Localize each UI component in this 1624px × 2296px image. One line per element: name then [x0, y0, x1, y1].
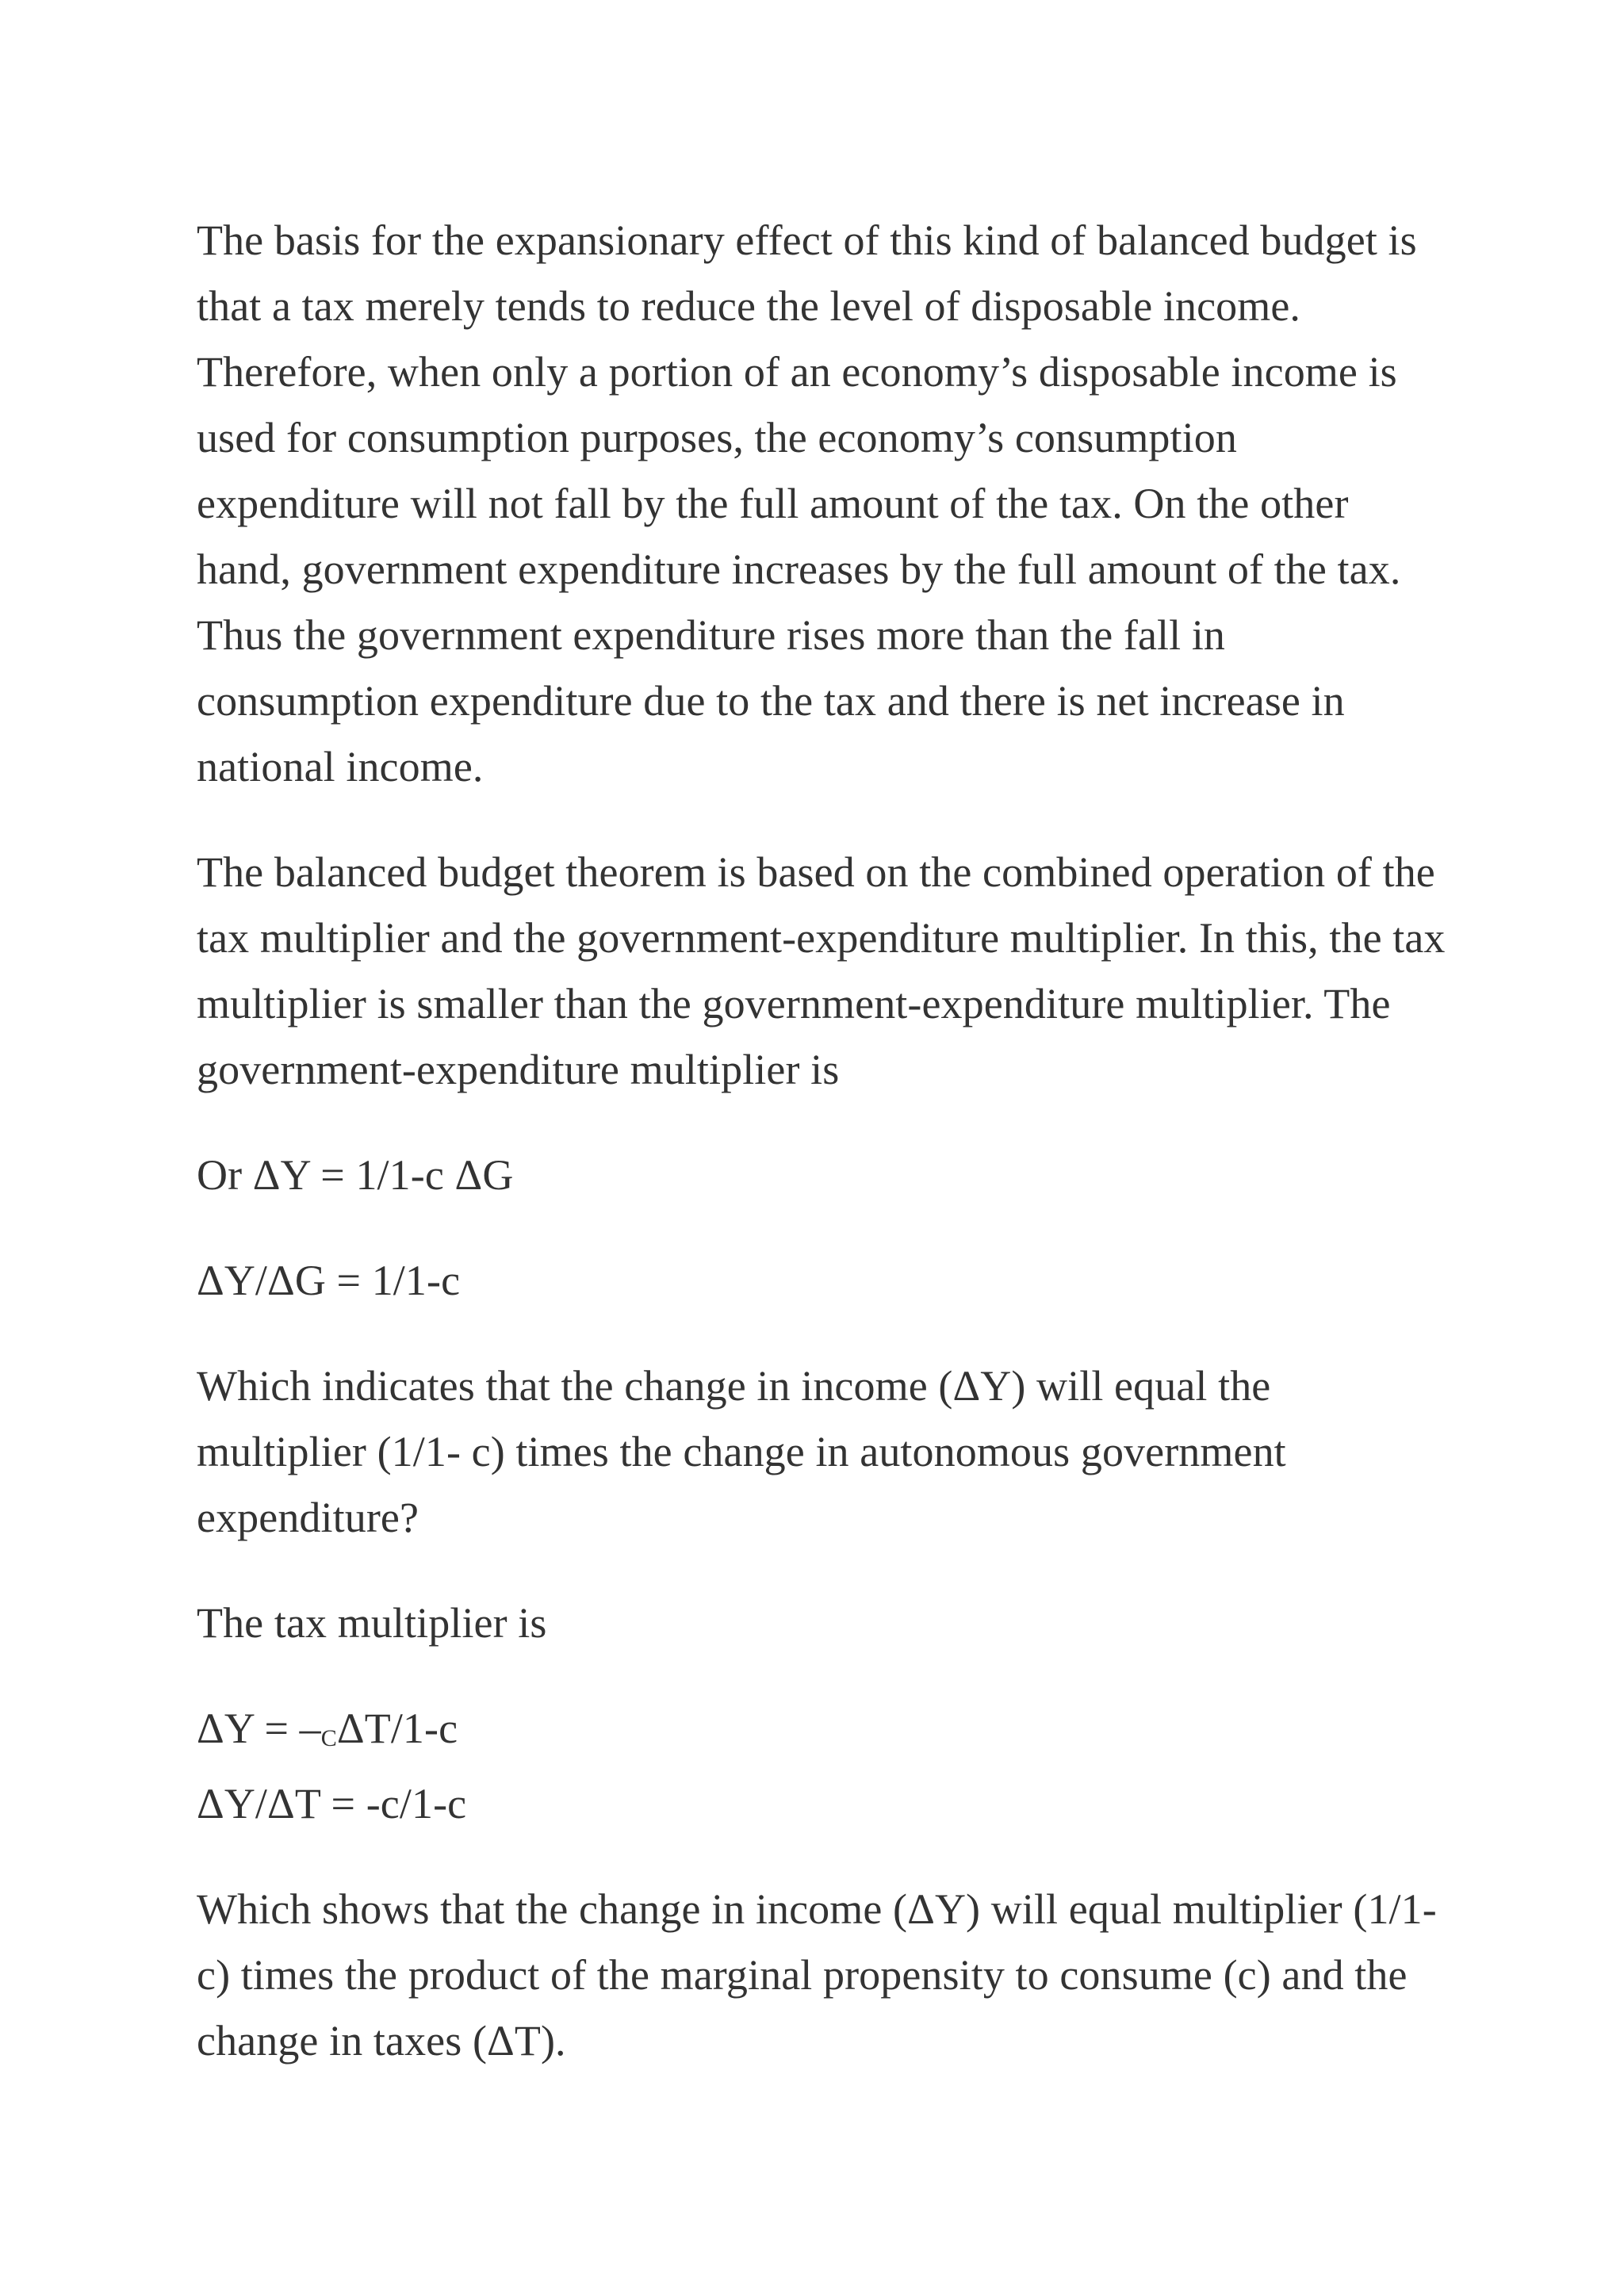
paragraph-tax-multiplier-intro: The tax multiplier is [197, 1599, 547, 1647]
formula-tax-multiplier: ΔY/ΔT = -c/1-c [197, 1780, 467, 1827]
formula-tax-change-small-c: C [320, 1725, 337, 1751]
formula-tax-change-prefix: ΔY = – [197, 1705, 321, 1752]
formula-tax-change [197, 1696, 1450, 1771]
formula-government-expenditure: Or ΔY = 1/1-c ΔG [197, 1151, 514, 1199]
paragraph-expansionary-effect: The basis for the expansionary effect of this kind of balanced budget is that a tax merely tends to reduce the level of disposable income. Therefore, when only a portion of an economy’s disposable income is used for consumption purposes, the economy’s consumption expenditure will not fall by the full amount of the tax. On the other hand, government expenditure increases by the full amount of the tax. Thus the government expenditure rises more than the fall in consumption expenditure due to the tax and there is net increase in national income. [197, 216, 1417, 790]
paragraph-change-in-income: Which indicates that the change in income (ΔY) will equal the multiplier (1/1- c) times the change in autonomous government expenditure? [197, 1362, 1286, 1541]
paragraph-balanced-budget-theorem: The balanced budget theorem is based on the combined operation of the tax multiplier and the government-expenditure multiplier. In this, the tax multiplier is smaller than the government-expenditure multiplier. The government-expenditure multiplier is [197, 848, 1446, 1093]
tax-multiplier-formulas [197, 1696, 1450, 1837]
formula-tax-change-suffix: ΔT/1-c [336, 1705, 458, 1752]
paragraph-change-in-taxes: Which shows that the change in income (ΔY) will equal multiplier (1/1- c) times the product of the marginal propensity to consume (c) and the change in taxes (ΔT). [197, 1885, 1437, 2064]
article-body [197, 208, 1450, 2114]
formula-government-multiplier: ΔY/ΔG = 1/1-c [197, 1257, 461, 1304]
